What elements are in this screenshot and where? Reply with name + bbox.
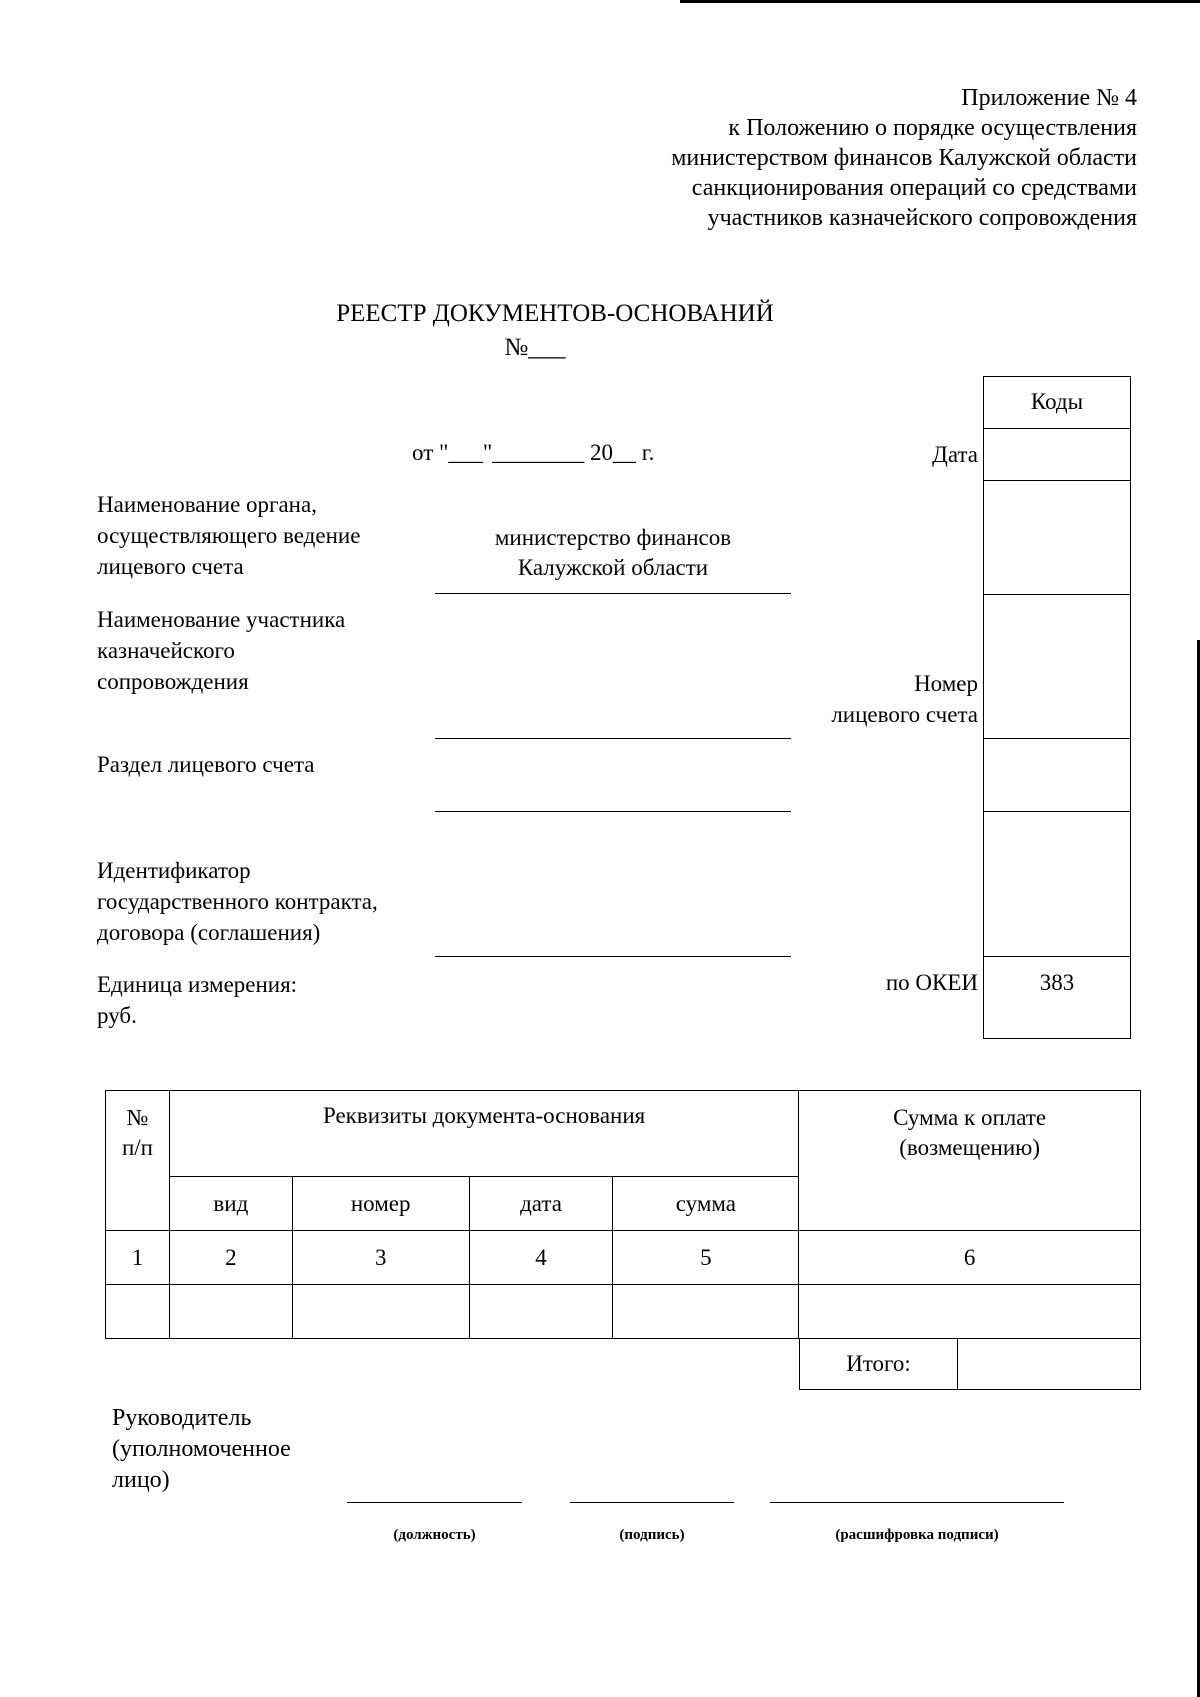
organ-label-line: осуществляющего ведение xyxy=(97,523,361,548)
unit-label-line: Единица измерения: xyxy=(97,972,298,997)
codes-divider xyxy=(983,738,1131,739)
documents-table xyxy=(105,1090,1141,1339)
signature-caption: (подпись) xyxy=(619,1527,685,1543)
appendix-note xyxy=(671,83,1137,233)
codes-divider xyxy=(983,480,1131,481)
identifier-label-line: государственного контракта, xyxy=(97,889,378,914)
codes-header: Коды xyxy=(1030,389,1084,414)
signature-line xyxy=(570,1502,734,1503)
empty-cell xyxy=(613,1285,799,1339)
col-header-number: № п/п xyxy=(106,1091,170,1231)
okei-label: по ОКЕИ xyxy=(885,970,978,995)
codes-divider xyxy=(983,594,1131,595)
appendix-line: участников казначейского сопровождения xyxy=(707,205,1137,231)
position-caption: (должность) xyxy=(393,1527,476,1543)
organ-value-line: Калужской области xyxy=(517,555,709,580)
table-row xyxy=(106,1285,1141,1339)
identifier-underline xyxy=(435,956,791,957)
identifier-label-line: договора (соглашения) xyxy=(97,920,321,945)
appendix-line: санкционирования операций со средствами xyxy=(691,175,1137,201)
numbering-cell: 1 xyxy=(106,1231,170,1285)
participant-label-line: казначейского xyxy=(97,638,235,663)
scan-edge-top xyxy=(680,0,1200,3)
unit-label-line: руб. xyxy=(97,1003,137,1028)
empty-cell xyxy=(292,1285,469,1339)
col-header-sum: Сумма к оплате (возмещению) xyxy=(799,1091,1141,1231)
sub-header-date: дата xyxy=(469,1177,613,1231)
numbering-cell: 3 xyxy=(292,1231,469,1285)
codes-divider xyxy=(983,956,1131,957)
participant-label-line: сопровождения xyxy=(97,669,249,694)
account-number-label: Номер xyxy=(914,671,978,696)
empty-cell xyxy=(106,1285,170,1339)
participant-label-line: Наименование участника xyxy=(97,607,346,632)
signature-role: Руководитель (уполномоченное лицо) xyxy=(112,1405,291,1493)
numbering-cell: 5 xyxy=(613,1231,799,1285)
empty-cell xyxy=(799,1285,1141,1339)
appendix-line: министерством финансов Калужской области xyxy=(671,145,1137,171)
date-line: от "___"________ 20__ г. xyxy=(412,440,655,465)
empty-cell xyxy=(469,1285,613,1339)
sub-header-number: номер xyxy=(292,1177,469,1231)
numbering-cell: 6 xyxy=(799,1231,1141,1285)
position-signature-line xyxy=(347,1502,522,1503)
total-box xyxy=(799,1338,1141,1390)
numbering-cell: 4 xyxy=(469,1231,613,1285)
total-value xyxy=(958,1338,1140,1389)
section-underline xyxy=(435,811,791,812)
date-code-label: Дата xyxy=(932,442,978,467)
name-signature-line xyxy=(770,1502,1064,1503)
sub-header-amount: сумма xyxy=(613,1177,799,1231)
organ-value-line: министерство финансов xyxy=(494,525,732,550)
codes-column xyxy=(983,376,1131,1039)
document-title: РЕЕСТР ДОКУМЕНТОВ-ОСНОВАНИЙ xyxy=(336,300,774,327)
account-number-label: лицевого счета xyxy=(831,702,978,727)
document-number: №___ xyxy=(504,334,566,361)
section-label: Раздел лицевого счета xyxy=(97,752,315,777)
name-caption: (расшифровка подписи) xyxy=(835,1527,999,1543)
sub-header-type: вид xyxy=(169,1177,292,1231)
appendix-line: к Положению о порядке осуществления xyxy=(728,115,1137,141)
participant-underline xyxy=(435,738,791,739)
organ-underline xyxy=(435,593,791,594)
codes-divider xyxy=(983,811,1131,812)
appendix-line: Приложение № 4 xyxy=(961,85,1137,111)
empty-cell xyxy=(169,1285,292,1339)
codes-divider xyxy=(983,428,1131,429)
table-row xyxy=(106,1231,1141,1285)
organ-label-line: лицевого счета xyxy=(97,554,244,579)
total-label: Итого: xyxy=(800,1338,958,1389)
okei-code-value: 383 xyxy=(1039,970,1075,995)
numbering-cell: 2 xyxy=(169,1231,292,1285)
identifier-label-line: Идентификатор xyxy=(97,858,251,883)
col-header-requisites: Реквизиты документа-основания xyxy=(169,1091,798,1177)
organ-label-line: Наименование органа, xyxy=(97,492,317,517)
